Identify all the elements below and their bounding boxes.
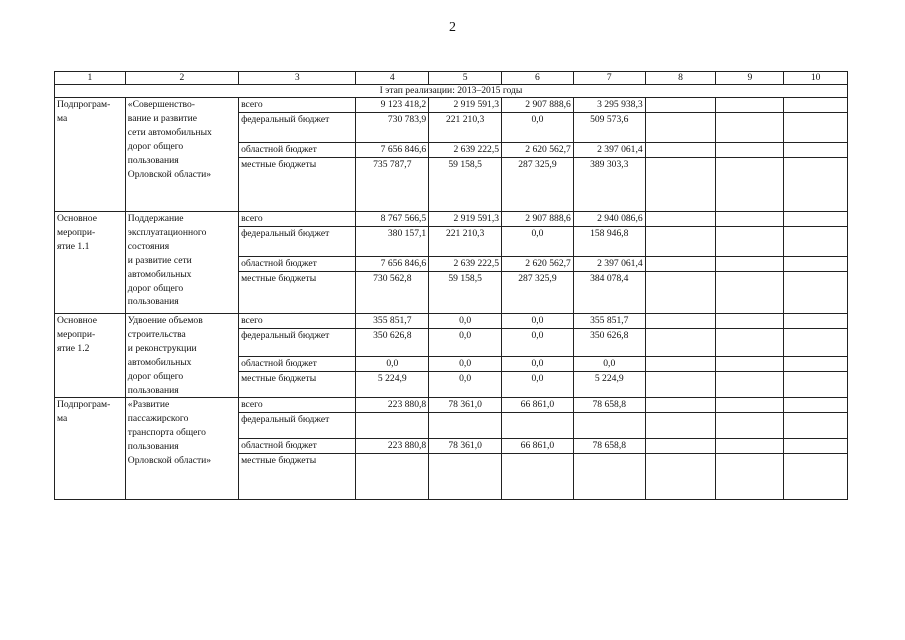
value-cell: 384 078,4 xyxy=(573,272,645,314)
value-cell: 0,0 xyxy=(502,227,574,257)
empty-cell xyxy=(784,257,848,272)
value-cell: 221 210,3 xyxy=(429,227,502,257)
value-cell: 350 626,8 xyxy=(573,329,645,356)
empty-cell xyxy=(784,454,848,500)
value-cell: 78 361,0 xyxy=(429,439,502,454)
value-cell: 0,0 xyxy=(502,356,574,371)
empty-cell xyxy=(784,413,848,439)
value-cell: 355 851,7 xyxy=(573,314,645,329)
value-cell: 2 907 888,6 xyxy=(502,212,574,227)
value-cell xyxy=(429,454,502,500)
empty-cell xyxy=(716,314,784,329)
empty-cell xyxy=(784,113,848,143)
empty-cell xyxy=(784,314,848,329)
column-header: 3 xyxy=(239,72,356,85)
column-number-row xyxy=(55,72,848,85)
value-cell: 2 397 061,4 xyxy=(573,257,645,272)
budget-source-cell: всего xyxy=(239,98,356,113)
column-header: 2 xyxy=(125,72,238,85)
value-cell: 0,0 xyxy=(502,314,574,329)
program-type-cell: Подпрограм- ма xyxy=(55,98,126,212)
budget-source-cell: всего xyxy=(239,314,356,329)
value-cell xyxy=(502,454,574,500)
value-cell: 0,0 xyxy=(502,371,574,397)
budget-source-cell: федеральный бюджет xyxy=(239,113,356,143)
value-cell: 2 639 222,5 xyxy=(429,143,502,158)
value-cell: 2 919 591,3 xyxy=(429,212,502,227)
table-row xyxy=(55,314,848,329)
column-header: 7 xyxy=(573,72,645,85)
value-cell xyxy=(429,413,502,439)
table-row xyxy=(55,398,848,413)
value-cell: 2 919 591,3 xyxy=(429,98,502,113)
value-cell: 287 325,9 xyxy=(502,158,574,212)
empty-cell xyxy=(645,113,716,143)
empty-cell xyxy=(784,143,848,158)
empty-cell xyxy=(716,454,784,500)
value-cell: 0,0 xyxy=(429,356,502,371)
value-cell: 0,0 xyxy=(429,371,502,397)
empty-cell xyxy=(716,158,784,212)
empty-cell xyxy=(716,356,784,371)
column-header: 9 xyxy=(716,72,784,85)
budget-source-cell: местные бюджеты xyxy=(239,158,356,212)
value-cell: 2 639 222,5 xyxy=(429,257,502,272)
empty-cell xyxy=(645,314,716,329)
empty-cell xyxy=(645,439,716,454)
empty-cell xyxy=(716,227,784,257)
empty-cell xyxy=(716,98,784,113)
budget-source-cell: всего xyxy=(239,212,356,227)
value-cell: 66 861,0 xyxy=(502,398,574,413)
column-header: 5 xyxy=(429,72,502,85)
empty-cell xyxy=(784,227,848,257)
value-cell: 0,0 xyxy=(573,356,645,371)
budget-source-cell: областной бюджет xyxy=(239,257,356,272)
value-cell: 78 658,8 xyxy=(573,398,645,413)
value-cell xyxy=(502,413,574,439)
program-name-cell: Поддержание эксплуатационного состояния и развитие сети автомобильных дорог общего пользования xyxy=(125,212,238,314)
value-cell xyxy=(356,454,429,500)
budget-source-cell: федеральный бюджет xyxy=(239,413,356,439)
empty-cell xyxy=(645,398,716,413)
value-cell: 223 880,8 xyxy=(356,398,429,413)
program-type-cell: Основное меропри- ятие 1.1 xyxy=(55,212,126,314)
value-cell: 730 562,8 xyxy=(356,272,429,314)
empty-cell xyxy=(784,398,848,413)
empty-cell xyxy=(784,329,848,356)
budget-source-cell: всего xyxy=(239,398,356,413)
empty-cell xyxy=(716,398,784,413)
value-cell: 2 907 888,6 xyxy=(502,98,574,113)
empty-cell xyxy=(716,329,784,356)
empty-cell xyxy=(784,212,848,227)
column-header: 6 xyxy=(502,72,574,85)
empty-cell xyxy=(645,158,716,212)
value-cell: 2 397 061,4 xyxy=(573,143,645,158)
column-header: 10 xyxy=(784,72,848,85)
budget-source-cell: областной бюджет xyxy=(239,439,356,454)
stage-title: I этап реализации: 2013–2015 годы xyxy=(55,85,848,98)
empty-cell xyxy=(716,113,784,143)
program-name-cell: Удвоение объемов строительства и реконструкции автомобильных дорог общего пользования xyxy=(125,314,238,398)
budget-source-cell: областной бюджет xyxy=(239,356,356,371)
empty-cell xyxy=(645,143,716,158)
empty-cell xyxy=(645,272,716,314)
value-cell: 2 940 086,6 xyxy=(573,212,645,227)
value-cell: 730 783,9 xyxy=(356,113,429,143)
value-cell: 0,0 xyxy=(356,356,429,371)
value-cell: 5 224,9 xyxy=(573,371,645,397)
value-cell: 158 946,8 xyxy=(573,227,645,257)
empty-cell xyxy=(716,439,784,454)
value-cell: 2 620 562,7 xyxy=(502,143,574,158)
empty-cell xyxy=(645,227,716,257)
empty-cell xyxy=(784,439,848,454)
value-cell xyxy=(356,413,429,439)
empty-cell xyxy=(716,257,784,272)
empty-cell xyxy=(645,371,716,397)
empty-cell xyxy=(716,371,784,397)
value-cell: 59 158,5 xyxy=(429,272,502,314)
value-cell: 78 658,8 xyxy=(573,439,645,454)
value-cell: 59 158,5 xyxy=(429,158,502,212)
program-type-cell: Основное меропри- ятие 1.2 xyxy=(55,314,126,398)
value-cell: 355 851,7 xyxy=(356,314,429,329)
value-cell: 221 210,3 xyxy=(429,113,502,143)
value-cell: 0,0 xyxy=(429,329,502,356)
column-header: 4 xyxy=(356,72,429,85)
empty-cell xyxy=(784,272,848,314)
budget-source-cell: местные бюджеты xyxy=(239,272,356,314)
value-cell: 9 123 418,2 xyxy=(356,98,429,113)
value-cell: 287 325,9 xyxy=(502,272,574,314)
value-cell: 389 303,3 xyxy=(573,158,645,212)
stage-row xyxy=(55,85,848,98)
table-row xyxy=(55,98,848,113)
value-cell: 509 573,6 xyxy=(573,113,645,143)
value-cell: 0,0 xyxy=(502,113,574,143)
empty-cell xyxy=(784,158,848,212)
value-cell: 0,0 xyxy=(429,314,502,329)
table-row xyxy=(55,212,848,227)
empty-cell xyxy=(716,212,784,227)
value-cell xyxy=(573,413,645,439)
budget-source-cell: местные бюджеты xyxy=(239,454,356,500)
column-header: 1 xyxy=(55,72,126,85)
program-type-cell: Подпрограм- ма xyxy=(55,398,126,500)
empty-cell xyxy=(645,329,716,356)
budget-source-cell: областной бюджет xyxy=(239,143,356,158)
empty-cell xyxy=(784,98,848,113)
empty-cell xyxy=(716,272,784,314)
value-cell: 5 224,9 xyxy=(356,371,429,397)
empty-cell xyxy=(645,356,716,371)
value-cell: 2 620 562,7 xyxy=(502,257,574,272)
program-name-cell: «Совершенство- вание и развитие сети автомобильных дорог общего пользования Орловской области» xyxy=(125,98,238,212)
budget-source-cell: местные бюджеты xyxy=(239,371,356,397)
value-cell: 78 361,0 xyxy=(429,398,502,413)
column-header: 8 xyxy=(645,72,716,85)
value-cell: 66 861,0 xyxy=(502,439,574,454)
empty-cell xyxy=(784,371,848,397)
budget-table xyxy=(54,71,848,500)
value-cell: 7 656 846,6 xyxy=(356,143,429,158)
program-name-cell: «Развитие пассажирского транспорта общего пользования Орловской области» xyxy=(125,398,238,500)
empty-cell xyxy=(716,413,784,439)
budget-source-cell: федеральный бюджет xyxy=(239,329,356,356)
value-cell: 7 656 846,6 xyxy=(356,257,429,272)
value-cell: 8 767 566,5 xyxy=(356,212,429,227)
value-cell: 223 880,8 xyxy=(356,439,429,454)
empty-cell xyxy=(645,257,716,272)
page-number: 2 xyxy=(449,20,456,35)
value-cell xyxy=(573,454,645,500)
empty-cell xyxy=(784,356,848,371)
value-cell: 735 787,7 xyxy=(356,158,429,212)
empty-cell xyxy=(645,98,716,113)
value-cell: 3 295 938,3 xyxy=(573,98,645,113)
budget-source-cell: федеральный бюджет xyxy=(239,227,356,257)
value-cell: 350 626,8 xyxy=(356,329,429,356)
empty-cell xyxy=(716,143,784,158)
value-cell: 380 157,1 xyxy=(356,227,429,257)
value-cell: 0,0 xyxy=(502,329,574,356)
empty-cell xyxy=(645,454,716,500)
empty-cell xyxy=(645,212,716,227)
empty-cell xyxy=(645,413,716,439)
